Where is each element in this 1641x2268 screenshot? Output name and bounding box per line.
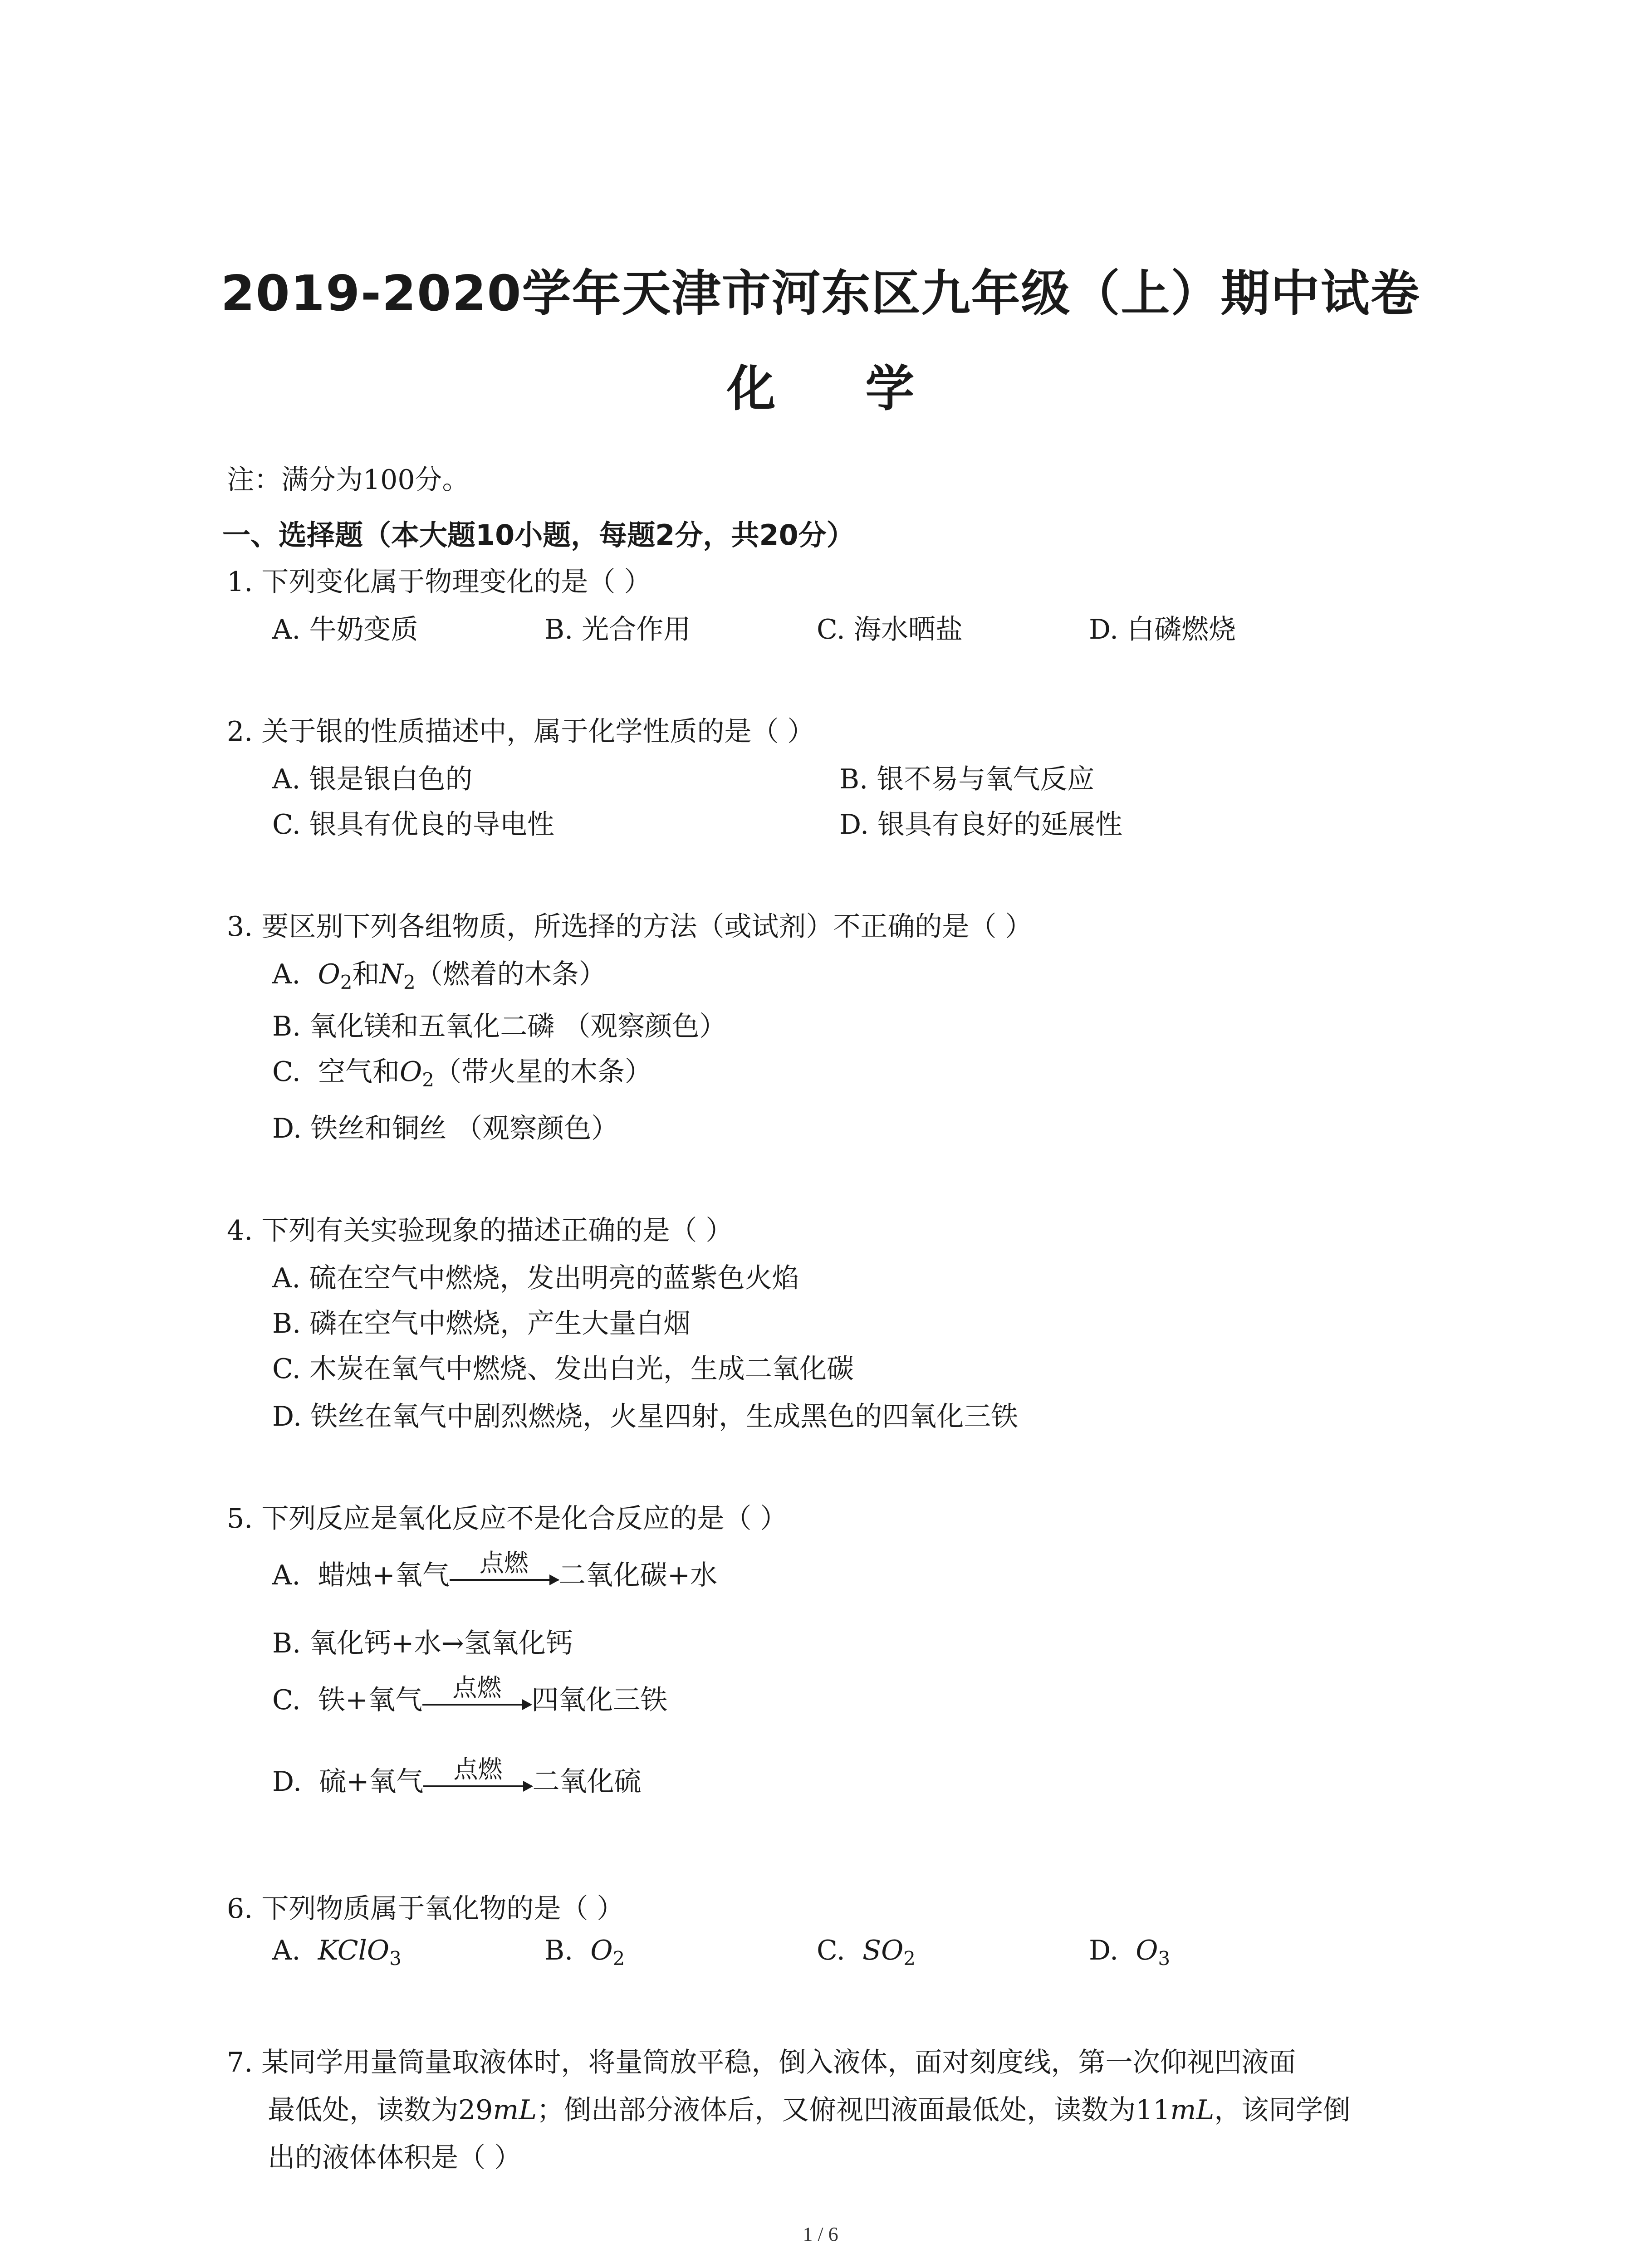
question-4-stem: 4. 下列有关实验现象的描述正确的是（ ） (227, 1215, 733, 1246)
page-number: 1 / 6 (803, 2223, 838, 2245)
q2-option-c: C. 银具有优良的导电性 (272, 809, 554, 841)
formula: O (590, 1935, 613, 1966)
reactants: 蜡烛+氧气 (318, 1559, 450, 1591)
q6-option-c (817, 1935, 916, 1970)
q5-option-d (272, 1755, 642, 1799)
q1-option-c: C. 海水晒盐 (817, 614, 963, 645)
method-text: （燃着的木条） (415, 958, 606, 990)
reaction-arrow (422, 1673, 531, 1716)
q2-option-b: B. 银不易与氧气反应 (839, 763, 1095, 795)
q6-option-a (272, 1935, 402, 1970)
subscript: 3 (1158, 1947, 1171, 1970)
q6-option-a-label: A. (272, 1935, 301, 1966)
products: 二氧化硫 (532, 1766, 642, 1798)
reactants: 硫+氧气 (319, 1766, 424, 1798)
formula: KClO (318, 1935, 390, 1966)
question-7-stem (227, 2039, 1452, 2182)
q4-option-d: D. 铁丝在氧气中剧烈燃烧，火星四射，生成黑色的四氧化三铁 (272, 1401, 1019, 1432)
q7-text: 最低处，读数为29 (268, 2094, 493, 2126)
q6-option-b (544, 1935, 625, 1970)
q5-option-c-label: C. (272, 1684, 301, 1716)
subscript: 2 (903, 1947, 916, 1970)
question-2-stem: 2. 关于银的性质描述中，属于化学性质的是（ ） (227, 716, 815, 748)
question-1-stem: 1. 下列变化属于物理变化的是（ ） (227, 566, 652, 598)
reaction-arrow (450, 1549, 558, 1591)
reaction-arrow (423, 1755, 532, 1797)
q4-option-c: C. 木炭在氧气中燃烧、发出白光，生成二氧化碳 (272, 1353, 854, 1385)
q6-option-b-label: B. (544, 1935, 573, 1966)
subscript: 2 (403, 971, 416, 993)
q4-option-a: A. 硫在空气中燃烧，发出明亮的蓝紫色火焰 (272, 1262, 799, 1294)
reaction-condition: 点燃 (452, 1673, 502, 1702)
exam-title: 2019-2020学年天津市河东区九年级（上）期中试卷 (220, 265, 1421, 322)
unit-ml: mL (493, 2094, 537, 2126)
q3-option-a-label: A. (272, 958, 301, 990)
q3-option-c-label: C. (272, 1056, 301, 1088)
formula: O (1136, 1935, 1158, 1966)
question-3-stem: 3. 要区别下列各组物质，所选择的方法（或试剂）不正确的是（ ） (227, 911, 1033, 943)
reactants: 铁+氧气 (318, 1684, 423, 1716)
score-note: 注：满分为100分。 (227, 464, 470, 496)
q6-option-d-label: D. (1089, 1935, 1119, 1966)
subscript: 2 (612, 1947, 625, 1970)
q7-line-2 (227, 2087, 1452, 2134)
unit-ml: mL (1170, 2094, 1215, 2126)
question-5-stem: 5. 下列反应是氧化反应不是化合反应的是（ ） (227, 1503, 788, 1535)
q7-line-1: 7. 某同学用量筒量取液体时，将量筒放平稳，倒入液体，面对刻度线，第一次仰视凹液面 (227, 2047, 1296, 2078)
conjunction: 和 (352, 958, 380, 990)
question-6-stem: 6. 下列物质属于氧化物的是（ ） (227, 1893, 624, 1925)
q1-option-a: A. 牛奶变质 (272, 614, 418, 645)
q6-option-c-label: C. (817, 1935, 845, 1966)
q5-option-c (272, 1673, 668, 1717)
formula-o: O (318, 958, 340, 990)
q4-option-b: B. 磷在空气中燃烧，产生大量白烟 (272, 1308, 691, 1339)
q5-option-d-label: D. (272, 1766, 302, 1798)
q3-option-c (272, 1050, 652, 1091)
subscript: 2 (422, 1069, 434, 1091)
q3-option-a (272, 953, 606, 993)
q2-option-a: A. 银是银白色的 (272, 763, 473, 795)
q6-option-d (1089, 1935, 1170, 1970)
q1-option-b: B. 光合作用 (544, 614, 691, 645)
q5-option-a (272, 1549, 718, 1593)
prefix-text: 空气和 (318, 1056, 400, 1088)
formula-n: N (379, 958, 403, 990)
subject-title: 化 学 (726, 361, 951, 417)
reaction-condition: 点燃 (453, 1755, 503, 1784)
subscript: 3 (389, 1947, 402, 1970)
q5-option-b: B. 氧化钙+水→氢氧化钙 (272, 1628, 573, 1659)
formula-o: O (400, 1056, 422, 1088)
q7-line-3: 出的液体体积是（ ） (268, 2142, 522, 2174)
q3-option-b: B. 氧化镁和五氧化二磷 （观察颜色） (272, 1011, 727, 1042)
q5-option-a-label: A. (272, 1559, 301, 1591)
q3-option-d: D. 铁丝和铜丝 （观察颜色） (272, 1113, 619, 1144)
method-text: （带火星的木条） (434, 1056, 652, 1088)
reaction-condition: 点燃 (479, 1549, 529, 1578)
subscript: 2 (340, 971, 353, 993)
q1-option-d: D. 白磷燃烧 (1089, 614, 1236, 645)
products: 四氧化三铁 (531, 1684, 668, 1716)
formula: SO (862, 1935, 904, 1966)
products: 二氧化碳+水 (558, 1559, 718, 1591)
q2-option-d: D. 银具有良好的延展性 (839, 809, 1123, 841)
section-heading: 一、选择题（本大题10小题，每题2分，共20分） (222, 518, 855, 552)
q7-text: ；倒出部分液体后，又俯视凹液面最低处，读数为11 (537, 2094, 1171, 2126)
q7-text: ，该同学倒 (1214, 2094, 1351, 2126)
